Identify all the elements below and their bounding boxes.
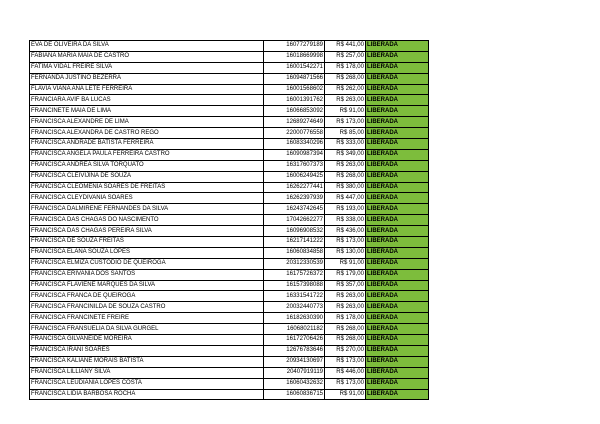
id-cell[interactable]: 16331541722	[264, 291, 325, 302]
id-cell[interactable]: 16090987394	[264, 149, 325, 160]
status-cell[interactable]: LIBERADA	[366, 215, 429, 226]
name-cell[interactable]: FATIMA VIDAL FREIRE SILVA	[30, 62, 264, 73]
value-cell[interactable]: R$ 91,00	[325, 106, 366, 117]
id-cell[interactable]: 12689274649	[264, 117, 325, 128]
id-cell[interactable]: 16060834858	[264, 247, 325, 258]
id-cell[interactable]: 16066853092	[264, 106, 325, 117]
status-cell[interactable]: LIBERADA	[366, 378, 429, 389]
name-cell[interactable]: FRANCISCA ELANA SOUZA LOPES	[30, 247, 264, 258]
table-row	[30, 269, 429, 280]
table-row	[30, 226, 429, 237]
table-row	[30, 160, 429, 171]
id-cell[interactable]: 16094871566	[264, 73, 325, 84]
status-cell[interactable]: LIBERADA	[366, 280, 429, 291]
table-row	[30, 258, 429, 269]
table-row	[30, 237, 429, 248]
id-cell[interactable]: 16317607373	[264, 160, 325, 171]
name-cell[interactable]: FRANCISCA DALMIRENE FERNANDES DA SILVA	[30, 204, 264, 215]
name-cell[interactable]: FRANCISCA ANDRADE BATISTA FERREIRA	[30, 139, 264, 150]
value-cell[interactable]: R$ 91,00	[325, 389, 366, 400]
status-cell[interactable]: LIBERADA	[366, 356, 429, 367]
id-cell[interactable]: 17042662277	[264, 215, 325, 226]
id-cell[interactable]: 16217141222	[264, 237, 325, 248]
name-cell[interactable]: FRANCISCA ANDREA SILVA TORQUATO	[30, 160, 264, 171]
table-row	[30, 128, 429, 139]
id-cell[interactable]: 20934130697	[264, 356, 325, 367]
table-row	[30, 204, 429, 215]
status-cell[interactable]: LIBERADA	[366, 117, 429, 128]
table-row	[30, 389, 429, 400]
value-cell[interactable]: R$ 178,00	[325, 62, 366, 73]
table-row	[30, 62, 429, 73]
value-cell[interactable]: R$ 85,00	[325, 128, 366, 139]
table-row	[30, 345, 429, 356]
status-cell[interactable]: LIBERADA	[366, 106, 429, 117]
id-cell[interactable]: 16006249425	[264, 171, 325, 182]
value-cell[interactable]: R$ 333,00	[325, 139, 366, 150]
status-cell[interactable]: LIBERADA	[366, 139, 429, 150]
table-row	[30, 247, 429, 258]
table-row	[30, 356, 429, 367]
value-cell[interactable]: R$ 380,00	[325, 182, 366, 193]
name-cell[interactable]: FRANCIARA AVIF BA LUCAS	[30, 95, 264, 106]
table-row	[30, 215, 429, 226]
value-cell[interactable]: R$ 262,00	[325, 84, 366, 95]
status-cell[interactable]: LIBERADA	[366, 160, 429, 171]
status-cell[interactable]: LIBERADA	[366, 389, 429, 400]
table-row	[30, 106, 429, 117]
id-cell[interactable]: 16068021182	[264, 324, 325, 335]
value-cell[interactable]: R$ 349,00	[325, 149, 366, 160]
id-cell[interactable]: 22000776558	[264, 128, 325, 139]
table-row	[30, 95, 429, 106]
name-cell[interactable]: FRANCISCA GILVANEIDE MOREIRA	[30, 335, 264, 346]
table-row	[30, 291, 429, 302]
table-row	[30, 117, 429, 128]
id-cell[interactable]: 16001568602	[264, 84, 325, 95]
name-cell[interactable]: FERNANDA JUSTINO BEZERRA	[30, 73, 264, 84]
value-cell[interactable]: R$ 447,00	[325, 193, 366, 204]
status-cell[interactable]: LIBERADA	[366, 335, 429, 346]
name-cell[interactable]: FRANCINETE MAIA DE LIMA	[30, 106, 264, 117]
value-cell[interactable]: R$ 178,00	[325, 313, 366, 324]
value-cell[interactable]: R$ 173,00	[325, 237, 366, 248]
status-cell[interactable]: LIBERADA	[366, 84, 429, 95]
value-cell[interactable]: R$ 441,00	[325, 41, 366, 52]
table-row	[30, 367, 429, 378]
value-cell[interactable]: R$ 263,00	[325, 291, 366, 302]
value-cell[interactable]: R$ 263,00	[325, 160, 366, 171]
value-cell[interactable]: R$ 91,00	[325, 258, 366, 269]
name-cell[interactable]: FRANCISCA ELMIZA CUSTODIO DE QUEIROGA	[30, 258, 264, 269]
table-row	[30, 139, 429, 150]
status-cell[interactable]: LIBERADA	[366, 182, 429, 193]
value-cell[interactable]: R$ 179,00	[325, 269, 366, 280]
value-cell[interactable]: R$ 268,00	[325, 171, 366, 182]
name-cell[interactable]: FRANCISCA CLEIVIJINA DE SOUZA	[30, 171, 264, 182]
table-row	[30, 73, 429, 84]
table-row	[30, 335, 429, 346]
id-cell[interactable]: 20312330539	[264, 258, 325, 269]
name-cell[interactable]: EVA DE OLIVEIRA DA SILVA	[30, 41, 264, 52]
status-cell[interactable]: LIBERADA	[366, 226, 429, 237]
value-cell[interactable]: R$ 338,00	[325, 215, 366, 226]
id-cell[interactable]: 16262277441	[264, 182, 325, 193]
table-row	[30, 302, 429, 313]
status-cell[interactable]: LIBERADA	[366, 73, 429, 84]
status-cell[interactable]: LIBERADA	[366, 291, 429, 302]
name-cell[interactable]: FRANCISCA FRANCINILDA DE SOUZA CASTRO	[30, 302, 264, 313]
table-row	[30, 51, 429, 62]
id-cell[interactable]: 16018669998	[264, 51, 325, 62]
name-cell[interactable]: FRANCISCA ANGELA PAULA FERREIRA CASTRO	[30, 149, 264, 160]
id-cell[interactable]: 16060836715	[264, 389, 325, 400]
spreadsheet-table	[29, 40, 429, 400]
name-cell[interactable]: FRANCISCA KALIANE MORAIS BATISTA	[30, 356, 264, 367]
status-cell[interactable]: LIBERADA	[366, 95, 429, 106]
id-cell[interactable]: 16096908532	[264, 226, 325, 237]
status-cell[interactable]: LIBERADA	[366, 204, 429, 215]
status-cell[interactable]: LIBERADA	[366, 51, 429, 62]
table-row	[30, 182, 429, 193]
value-cell[interactable]: R$ 193,00	[325, 204, 366, 215]
name-cell[interactable]: FRANCISCA IRANI SOARES	[30, 345, 264, 356]
id-cell[interactable]: 20032440773	[264, 302, 325, 313]
name-cell[interactable]: FRANCISCA FLAVIENE MARQUES DA SILVA	[30, 280, 264, 291]
id-cell[interactable]: 16001391762	[264, 95, 325, 106]
id-cell[interactable]: 16175726372	[264, 269, 325, 280]
value-cell[interactable]: R$ 357,00	[325, 280, 366, 291]
status-cell[interactable]: LIBERADA	[366, 193, 429, 204]
table-row	[30, 84, 429, 95]
value-cell[interactable]: R$ 446,00	[325, 367, 366, 378]
name-cell[interactable]: FRANCISCA CLEOMENIA SOARES DE FREITAS	[30, 182, 264, 193]
id-cell[interactable]: 20407919119	[264, 367, 325, 378]
value-cell[interactable]: R$ 173,00	[325, 356, 366, 367]
table-row	[30, 378, 429, 389]
value-cell[interactable]: R$ 263,00	[325, 95, 366, 106]
value-cell[interactable]: R$ 263,00	[325, 302, 366, 313]
table-row	[30, 149, 429, 160]
name-cell[interactable]: FRANCISCA DAS CHAGAS DO NASCIMENTO	[30, 215, 264, 226]
value-cell[interactable]: R$ 268,00	[325, 335, 366, 346]
status-cell[interactable]: LIBERADA	[366, 367, 429, 378]
status-cell[interactable]: LIBERADA	[366, 41, 429, 52]
value-cell[interactable]: R$ 270,00	[325, 345, 366, 356]
name-cell[interactable]: FRANCISCA LILLIANY SILVA	[30, 367, 264, 378]
id-cell[interactable]: 16060432632	[264, 378, 325, 389]
table-row	[30, 193, 429, 204]
value-cell[interactable]: R$ 268,00	[325, 73, 366, 84]
id-cell[interactable]: 16243742645	[264, 204, 325, 215]
id-cell[interactable]: 16001542271	[264, 62, 325, 73]
name-cell[interactable]: FRANCISCA LEUDIANIA LOPES COSTA	[30, 378, 264, 389]
table-row	[30, 324, 429, 335]
id-cell[interactable]: 12676783646	[264, 345, 325, 356]
name-cell[interactable]: FRANCISCA ALEXANDRA DE CASTRO REGO	[30, 128, 264, 139]
status-cell[interactable]: LIBERADA	[366, 237, 429, 248]
status-cell[interactable]: LIBERADA	[366, 62, 429, 73]
name-cell[interactable]: FRANCISCA FRANCA DE QUEIROGA	[30, 291, 264, 302]
spreadsheet-body	[30, 41, 429, 400]
value-cell[interactable]: R$ 257,00	[325, 51, 366, 62]
table-row	[30, 171, 429, 182]
status-cell[interactable]: LIBERADA	[366, 171, 429, 182]
id-cell[interactable]: 16157398088	[264, 280, 325, 291]
status-cell[interactable]: LIBERADA	[366, 258, 429, 269]
value-cell[interactable]: R$ 268,00	[325, 324, 366, 335]
name-cell[interactable]: FRANCISCA DAS CHAGAS PEREIRA SILVA	[30, 226, 264, 237]
value-cell[interactable]: R$ 173,00	[325, 117, 366, 128]
id-cell[interactable]: 16182630390	[264, 313, 325, 324]
id-cell[interactable]: 16172706426	[264, 335, 325, 346]
table-row	[30, 41, 429, 52]
name-cell[interactable]: FABIANA MARIA MAIA DE CASTRO	[30, 51, 264, 62]
value-cell[interactable]: R$ 173,00	[325, 378, 366, 389]
name-cell[interactable]: FRANCISCA DE SOUZA FREITAS	[30, 237, 264, 248]
status-cell[interactable]: LIBERADA	[366, 269, 429, 280]
status-cell[interactable]: LIBERADA	[366, 128, 429, 139]
status-cell[interactable]: LIBERADA	[366, 247, 429, 258]
id-cell[interactable]: 16083340296	[264, 139, 325, 150]
name-cell[interactable]: FRANCISCA ERIVANIA DOS SANTOS	[30, 269, 264, 280]
id-cell[interactable]: 16262397939	[264, 193, 325, 204]
status-cell[interactable]: LIBERADA	[366, 313, 429, 324]
status-cell[interactable]: LIBERADA	[366, 302, 429, 313]
name-cell[interactable]: FRANCISCA FRANSUELIA DA SILVA GURGEL	[30, 324, 264, 335]
status-cell[interactable]: LIBERADA	[366, 345, 429, 356]
table-row	[30, 313, 429, 324]
table-row	[30, 280, 429, 291]
value-cell[interactable]: R$ 130,00	[325, 247, 366, 258]
name-cell[interactable]: FRANCISCA FRANCINETE FREIRE	[30, 313, 264, 324]
name-cell[interactable]: FRANCISCA CLEYDIVANIA SOARES	[30, 193, 264, 204]
value-cell[interactable]: R$ 436,00	[325, 226, 366, 237]
status-cell[interactable]: LIBERADA	[366, 149, 429, 160]
name-cell[interactable]: FRANCISCA ALEXANDRE DE LIMA	[30, 117, 264, 128]
name-cell[interactable]: FLAVIA VIANA ANA LETE FERREIRA	[30, 84, 264, 95]
id-cell[interactable]: 16077279189	[264, 41, 325, 52]
status-cell[interactable]: LIBERADA	[366, 324, 429, 335]
name-cell[interactable]: FRANCISCA LIDIA BARBOSA ROCHA	[30, 389, 264, 400]
